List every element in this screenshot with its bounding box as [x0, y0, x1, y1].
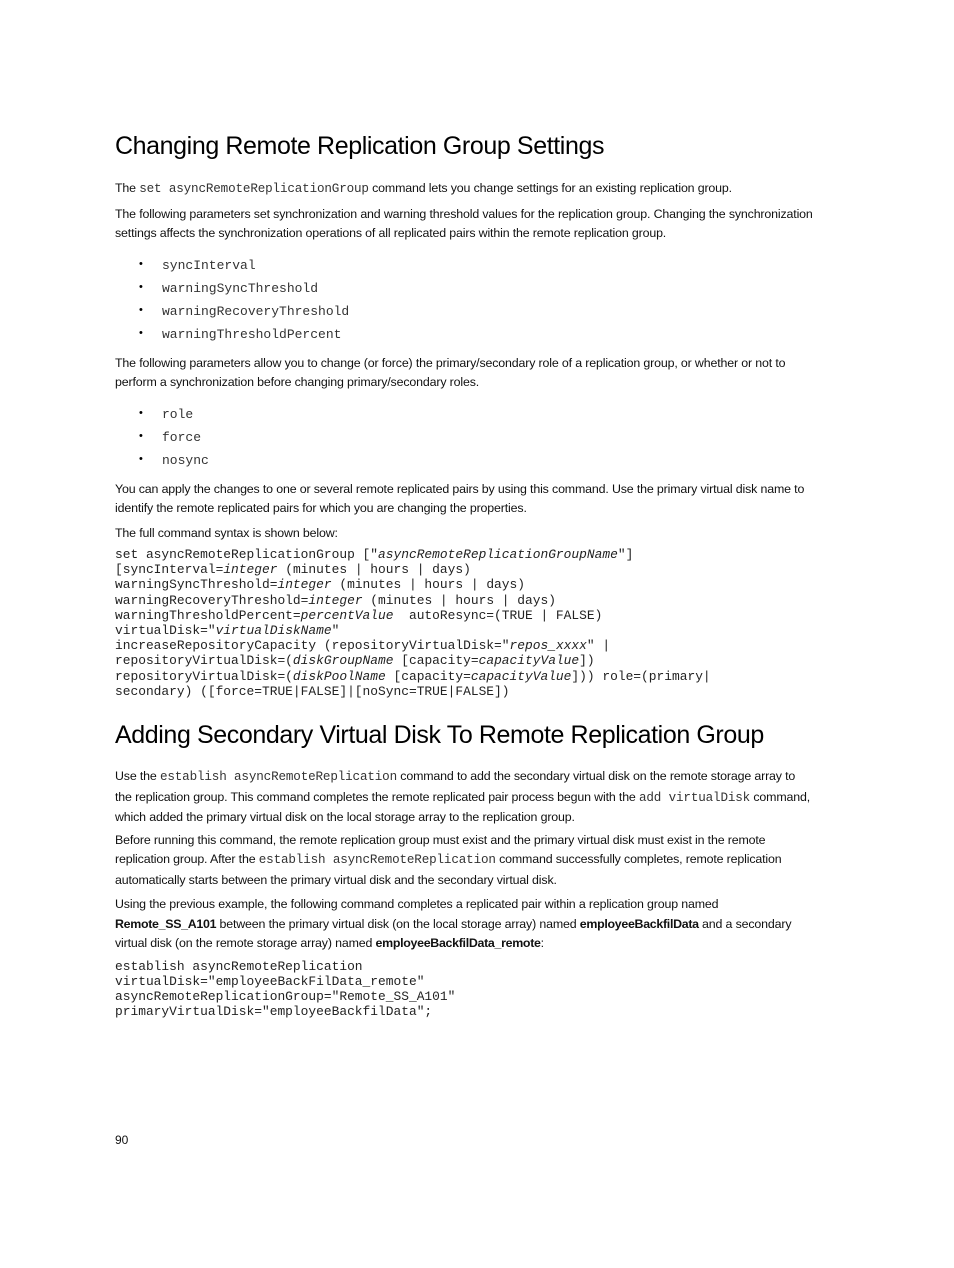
- bullet-icon: •: [139, 452, 143, 465]
- text: Before running this command, the remote replication group must exist and the primary virtual disk must exist in the remote replication group. After the: [115, 832, 766, 867]
- section-heading-changing-settings: Changing Remote Replication Group Settings: [115, 132, 605, 160]
- code-line: set asyncRemoteReplicationGroup ["asyncRemoteReplicationGroupName"]: [115, 547, 634, 562]
- param-name: nosync: [162, 452, 209, 468]
- before-paragraph: [115, 831, 815, 891]
- text: between the primary virtual disk (on the local storage array) named: [216, 916, 580, 931]
- text: command to add the secondary virtual disk on the remote storage array to the replication group. This command completes the remote replicated pair process begun with the: [115, 769, 796, 804]
- sync-params-list: [115, 253, 815, 345]
- command-syntax-code-block: [115, 547, 815, 699]
- placeholder-value: capacityValue: [470, 668, 572, 684]
- list-item: [115, 299, 815, 322]
- group-name-bold: Remote_SS_A101: [115, 916, 217, 931]
- role-params-paragraph: The following parameters allow you to change (or force) the primary/secondary role of a replication group, or whether or not to perform a synchronization before changing primary/secondary roles.: [115, 355, 786, 389]
- syntax-intro-paragraph: The full command syntax is shown below:: [115, 525, 338, 540]
- code-line: virtualDisk="virtualDiskName": [115, 623, 340, 639]
- param-name: warningRecoveryThreshold: [162, 303, 350, 319]
- code-line: warningRecoveryThreshold=integer (minutes | hours | days): [115, 592, 556, 608]
- code-line: [syncInterval=integer (minutes | hours | days): [115, 562, 471, 578]
- param-name: role: [162, 406, 194, 422]
- param-name: force: [162, 429, 202, 445]
- page-number: 90: [115, 1133, 129, 1147]
- list-item: [115, 425, 815, 448]
- placeholder-value: integer: [277, 577, 332, 593]
- text: Use the: [115, 769, 160, 784]
- bullet-icon: •: [139, 406, 143, 419]
- list-item: [115, 402, 815, 425]
- inline-code: establish asyncRemoteReplication: [159, 770, 397, 785]
- code-line: repositoryVirtualDisk=(diskPoolName [capacity=capacityValue])) role=(primary|: [115, 668, 711, 684]
- text: command successfully completes, remote replication automatically starts between the primary virtual disk and the secondary virtual disk.: [115, 852, 782, 887]
- code-line: asyncRemoteReplicationGroup="Remote_SS_A101": [115, 988, 456, 1004]
- param-name: syncInterval: [162, 257, 256, 273]
- section-heading-adding-secondary: Adding Secondary Virtual Disk To Remote Replication Group: [115, 721, 764, 750]
- placeholder-value: diskPoolName: [292, 668, 386, 684]
- code-line: virtualDisk="employeeBackFilData_remote": [115, 973, 425, 989]
- param-name: warningSyncThreshold: [162, 280, 319, 296]
- apply-paragraph: You can apply the changes to one or several remote replicated pairs by using this command. Use the primary virtual disk name to identify the remote replicated pairs for which you are changing the properties.: [115, 481, 805, 515]
- example-paragraph: [115, 895, 815, 954]
- role-params-list: [115, 402, 815, 471]
- list-item: [115, 276, 815, 299]
- text: command, which added the primary virtual disk on the local storage array to the replication group.: [115, 789, 811, 825]
- intro-text-pre: The: [115, 181, 140, 195]
- param-name: warningThresholdPercent: [162, 326, 342, 342]
- placeholder-value: virtualDiskName: [215, 623, 332, 639]
- example-command-code-block: [115, 959, 815, 1020]
- text: Using the previous example, the following command completes a replicated pair within a replication group named: [115, 897, 719, 912]
- sync-params-paragraph: The following parameters set synchronization and warning threshold values for the replication group. Changing the synchronization settings affects the synchronization operations of all replicated pairs within the remote replication group.: [115, 206, 813, 240]
- placeholder-value: integer: [308, 592, 363, 608]
- page-content: [115, 128, 815, 1019]
- code-line: warningSyncThreshold=integer (minutes | hours | days): [115, 577, 526, 593]
- text: and a secondary virtual disk (on the remote storage array) named: [115, 916, 792, 951]
- inline-code: establish asyncRemoteReplication: [258, 853, 496, 868]
- code-line: warningThresholdPercent=percentValue autoResync=(TRUE | FALSE): [115, 607, 603, 623]
- list-item: [115, 322, 815, 345]
- intro-text-post: command lets you change settings for an existing replication group.: [368, 181, 732, 195]
- list-item: [115, 253, 815, 276]
- use-paragraph: [115, 767, 815, 828]
- placeholder-value: percentValue: [300, 607, 394, 623]
- intro-paragraph: [115, 179, 815, 200]
- primary-disk-bold: employeeBackfilData: [579, 916, 699, 931]
- placeholder-value: capacityValue: [478, 653, 580, 669]
- code-line: primaryVirtualDisk="employeeBackfilData";: [115, 1004, 433, 1020]
- bullet-icon: •: [139, 429, 143, 442]
- code-line: increaseRepositoryCapacity (repositoryVirtualDisk="repos_xxxx" |: [115, 638, 611, 654]
- text: :: [540, 936, 544, 951]
- bullet-icon: •: [139, 326, 143, 339]
- code-line: establish asyncRemoteReplication: [115, 958, 363, 974]
- intro-command-code: set asyncRemoteReplicationGroup: [139, 182, 369, 196]
- inline-code: add virtualDisk: [638, 790, 751, 805]
- bullet-icon: •: [139, 257, 143, 270]
- list-item: [115, 448, 815, 471]
- bullet-icon: •: [139, 280, 143, 293]
- placeholder-value: integer: [223, 562, 278, 578]
- code-line: repositoryVirtualDisk=(diskGroupName [capacity=capacityValue]): [115, 653, 595, 669]
- placeholder-value: diskGroupName: [292, 653, 394, 669]
- secondary-disk-bold: employeeBackfilData_remote: [375, 936, 541, 951]
- placeholder-value: repos_xxxx: [509, 638, 587, 654]
- placeholder-value: asyncRemoteReplicationGroupName: [378, 547, 618, 562]
- bullet-icon: •: [139, 303, 143, 316]
- code-line: secondary) ([force=TRUE|FALSE]|[noSync=TRUE|FALSE]): [115, 683, 510, 699]
